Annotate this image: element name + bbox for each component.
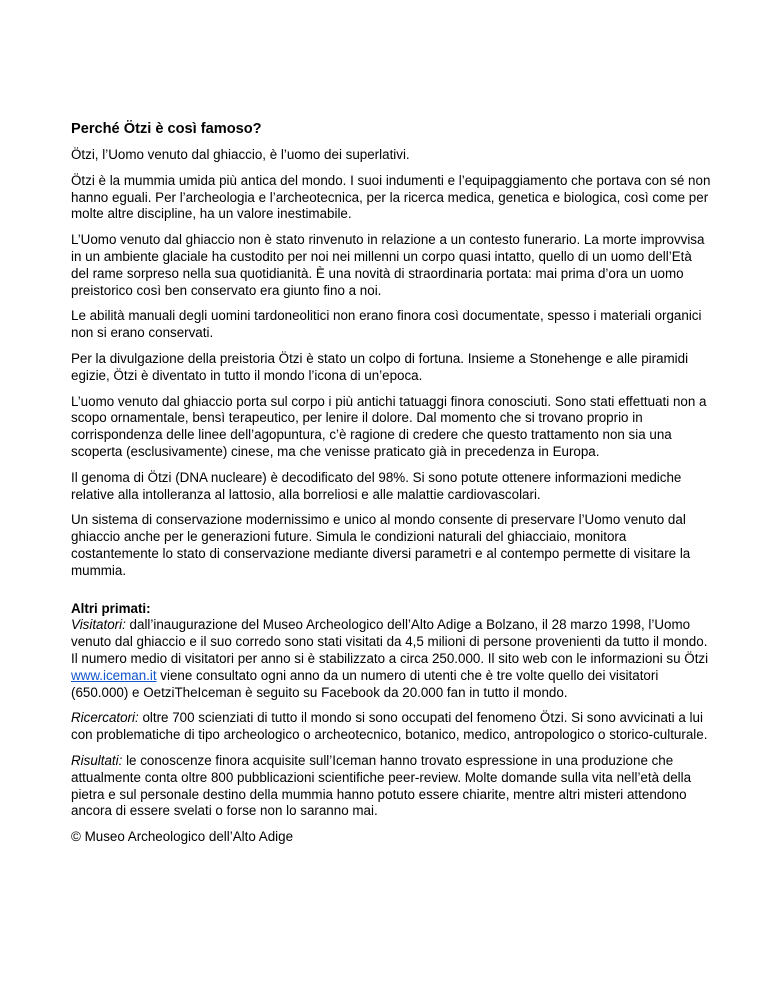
researchers-text: oltre 700 scienziati di tutto il mondo si sono occupati del fenomeno Ötzi. Si sono avvicinati a lui con problematiche di tipo archeologico o archeotecnico, botanico, medico, antropologico o storico-culturale. (71, 710, 708, 743)
results-label: Risultati: (71, 752, 123, 768)
paragraph: L’Uomo venuto dal ghiaccio non è stato rinvenuto in relazione a un contesto funerario. La morte improvvisa in un ambiente glaciale ha custodito per noi nei millenni un corpo quasi intatto, quello di un uomo dell’Età del rame sorpreso nella sua quotidianità. È una novità di straordinaria portata: mai prima d’ora un uomo preistorico così ben conservato era giunto fino a noi. (71, 232, 705, 298)
visitors-text: dall’inaugurazione del Museo Archeologico dell’Alto Adige a Bolzano, il 28 marzo 1998, l’Uomo venuto dal ghiaccio e il suo corredo sono stati visitati da 4,5 milioni di persone provenienti da tutto il mondo. Il numero medio di visitatori per anno si è stabilizzato a circa 250.000. Il sito web con le informazioni su Ötzi (71, 617, 709, 666)
paragraph: Le abilità manuali degli uomini tardoneolitici non erano finora così documentate, spesso i materiali organici non si erano conservati. (71, 308, 702, 341)
document-page (71, 120, 711, 855)
paragraph: Ötzi, l’Uomo venuto dal ghiaccio, è l’uomo dei superlativi. (71, 147, 410, 162)
page-title: Perché Ötzi è così famoso? (71, 121, 262, 137)
iceman-link[interactable]: www.iceman.it (71, 667, 157, 683)
researchers-label: Ricercatori: (71, 710, 139, 726)
paragraph: L’uomo venuto dal ghiaccio porta sul corpo i più antichi tatuaggi finora conosciuti. Sono stati effettuati non a scopo ornamentale, bensì terapeutico, per lenire il dolore. Dal momento che si trovano proprio in corrispondenza delle linee dell’agopuntura, c’è ragione di credere che questo trattamento non sia una scoperta (esclusivamente) cinese, ma che venisse praticato già in precedenza in Europa. (71, 393, 707, 459)
results-paragraph (71, 753, 711, 820)
section-gap (71, 589, 711, 601)
results-text: le conoscenze finora acquisite sull’Iceman hanno trovato espressione in una produzione che attualmente conta oltre 800 pubblicazioni scientifiche peer-review. Molte domande sulla vita nell’età della pietra e sul personale destino della mummia hanno potuto essere chiarite, mentre altri misteri attendono ancora di essere svelati o forse non lo saranno mai. (71, 752, 692, 819)
paragraph: Ötzi è la mummia umida più antica del mondo. I suoi indumenti e l’equipaggiamento che portava con sé non hanno eguali. Per l’archeologia e l’archeotecnica, per la ricerca medica, genetica e biologica, così come per molte altre discipline, ha un valore inestimabile. (71, 172, 711, 222)
paragraph: Per la divulgazione della preistoria Ötzi è stato un colpo di fortuna. Insieme a Stonehenge e alle piramidi egizie, Ötzi è diventato in tutto il mondo l’icona di un’epoca. (71, 350, 689, 383)
researchers-paragraph (71, 710, 711, 744)
visitors-text-after: viene consultato ogni anno da un numero di utenti che è tre volte quello dei visitatori (650.000) e OetziTheIceman è seguito su Facebook da 20.000 fan in tutto il mondo. (71, 667, 659, 700)
visitors-paragraph (71, 617, 711, 701)
section-heading: Altri primati: (71, 600, 151, 616)
copyright: © Museo Archeologico dell’Alto Adige (71, 829, 294, 845)
paragraph: Il genoma di Ötzi (DNA nucleare) è decodificato del 98%. Si sono potute ottenere informazioni mediche relative alla intolleranza al lattosio, alla borreliosi e alle malattie cardiovascolari. (71, 469, 682, 502)
visitors-label: Visitatori: (71, 617, 126, 633)
paragraph: Un sistema di conservazione modernissimo e unico al mondo consente di preservare l’Uomo venuto dal ghiaccio anche per le generazioni future. Simula le condizioni naturali del ghiacciaio, monitora costantemente lo stato di conservazione mediante diversi parametri e al contempo permette di visitare la mummia. (71, 512, 691, 578)
